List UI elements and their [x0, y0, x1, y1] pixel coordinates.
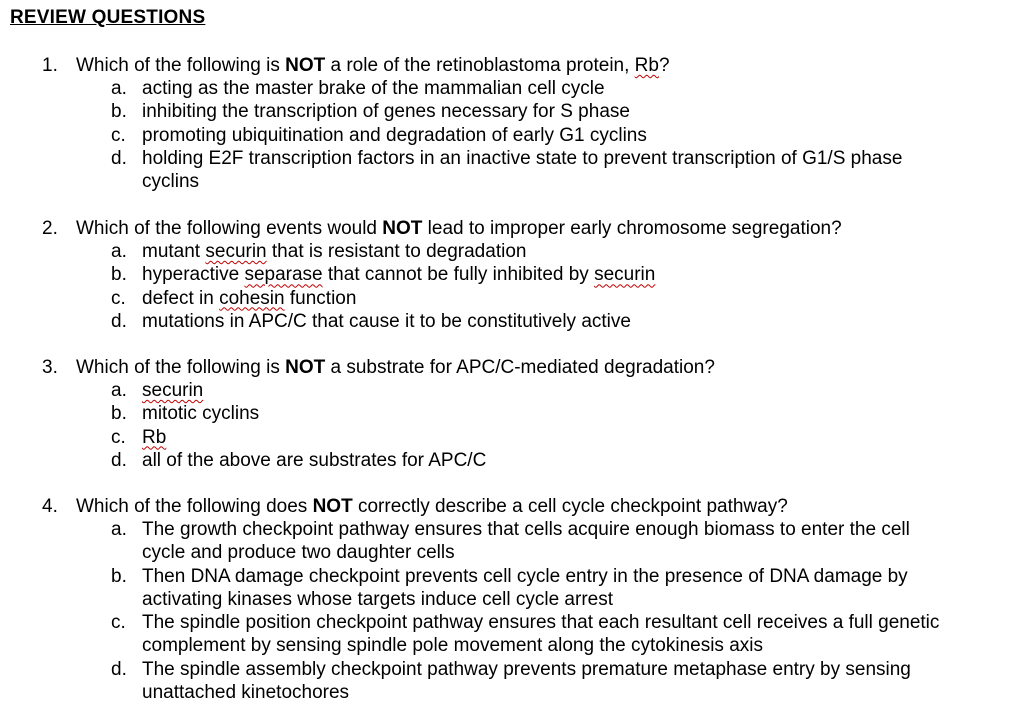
text-run: acting as the master brake of the mammalian cell cycle: [142, 78, 605, 99]
option-line: [142, 518, 1002, 541]
option-line: [142, 147, 1002, 170]
question-stem: [0, 217, 1024, 240]
option-letter: b.: [111, 264, 127, 286]
answer-option: [0, 379, 1024, 402]
text-run: lead to improper early chromosome segregation?: [422, 218, 842, 239]
text-run: a role of the retinoblastoma protein,: [325, 55, 635, 76]
answer-option: [0, 402, 1024, 425]
question-text: [76, 54, 670, 77]
text-run: complement by sensing spindle pole movement along the cytokinesis axis: [142, 635, 763, 657]
emphasis-not: NOT: [312, 496, 353, 517]
option-line: [142, 124, 1002, 147]
option-line: [142, 449, 1002, 472]
spellcheck-word: securin: [594, 264, 656, 286]
option-line: [142, 611, 1002, 634]
question-stem: [0, 54, 1024, 77]
option-text: [142, 518, 1002, 565]
question-stem: [0, 495, 1024, 518]
option-text: [142, 100, 1002, 123]
option-letter: a.: [111, 519, 127, 540]
question-3: [0, 356, 1024, 472]
option-letter: c.: [111, 612, 126, 634]
spellcheck-word: Rb: [634, 55, 659, 76]
option-text: [142, 565, 1002, 612]
option-line: [142, 77, 1002, 100]
answer-option: [0, 77, 1024, 100]
text-run: Which of the following is: [76, 55, 286, 76]
emphasis-not: NOT: [285, 55, 326, 76]
question-number: 3.: [42, 357, 58, 378]
text-run: Which of the following is: [76, 357, 286, 378]
text-run: Which of the following events would: [76, 218, 383, 239]
spellcheck-word: separase: [244, 264, 323, 286]
option-text: [142, 310, 1002, 333]
option-line: [142, 658, 1002, 681]
text-run: Then DNA damage checkpoint prevents cell cycle entry in the presence of DNA damage by: [142, 565, 908, 587]
emphasis-not: NOT: [382, 218, 423, 239]
option-line: [142, 634, 1002, 657]
option-text: [142, 449, 1002, 472]
text-run: The spindle position checkpoint pathway ensures that each resultant cell receives a full genetic: [142, 612, 940, 634]
text-run: cyclins: [142, 171, 200, 193]
option-text: [142, 611, 1002, 658]
option-letter: b.: [111, 403, 127, 425]
spellcheck-word: Rb: [142, 426, 167, 448]
answer-option: [0, 658, 1024, 705]
text-run: mitotic cyclins: [142, 403, 260, 425]
option-line: [142, 170, 1002, 193]
answer-option: [0, 611, 1024, 658]
option-text: [142, 287, 1002, 310]
text-run: a substrate for APC/C-mediated degradation?: [325, 357, 715, 378]
text-run: that cannot be fully inhibited by: [322, 264, 595, 286]
option-line: [142, 541, 1002, 564]
option-letter: c.: [111, 124, 126, 146]
option-line: [142, 565, 1002, 588]
answer-option: [0, 147, 1024, 194]
option-line: [142, 681, 1002, 704]
text-run: defect in: [142, 287, 220, 309]
option-letter: d.: [111, 658, 127, 680]
text-run: mutations in APC/C that cause it to be constitutively active: [142, 310, 631, 332]
option-line: [142, 240, 1002, 263]
answer-option: [0, 263, 1024, 286]
question-stem: [0, 356, 1024, 379]
option-letter: d.: [111, 310, 127, 332]
question-1: [0, 54, 1024, 193]
question-2: [0, 217, 1024, 333]
text-run: all of the above are substrates for APC/C: [142, 449, 487, 471]
text-run: holding E2F transcription factors in an inactive state to prevent transcription of G1/S phase: [142, 147, 903, 169]
option-letter: d.: [111, 147, 127, 169]
option-line: [142, 426, 1002, 449]
answer-option: [0, 100, 1024, 123]
option-letter: c.: [111, 287, 126, 309]
option-letter: b.: [111, 101, 127, 123]
answer-option: [0, 518, 1024, 565]
text-run: inhibiting the transcription of genes necessary for S phase: [142, 101, 630, 123]
spellcheck-word: securin: [142, 380, 204, 401]
text-run: function: [284, 287, 357, 309]
emphasis-not: NOT: [285, 357, 326, 378]
text-run: correctly describe a cell cycle checkpoint pathway?: [352, 496, 788, 517]
text-run: hyperactive: [142, 264, 245, 286]
option-letter: b.: [111, 565, 127, 587]
option-text: [142, 240, 1002, 263]
option-text: [142, 263, 1002, 286]
option-line: [142, 263, 1002, 286]
answer-option: [0, 124, 1024, 147]
answer-option: [0, 565, 1024, 612]
question-number: 2.: [42, 218, 58, 239]
answer-option: [0, 310, 1024, 333]
text-run: The growth checkpoint pathway ensures that cells acquire enough biomass to enter the cell: [142, 519, 910, 540]
text-run: mutant: [142, 241, 206, 262]
option-text: [142, 77, 1002, 100]
option-letter: a.: [111, 241, 127, 262]
option-text: [142, 402, 1002, 425]
text-run: Which of the following does: [76, 496, 313, 517]
answer-option: [0, 426, 1024, 449]
option-text: [142, 379, 1002, 402]
question-text: [76, 495, 788, 518]
text-run: promoting ubiquitination and degradation of early G1 cyclins: [142, 124, 647, 146]
option-line: [142, 402, 1002, 425]
text-run: unattached kinetochores: [142, 682, 350, 704]
option-letter: a.: [111, 78, 127, 99]
question-text: [76, 356, 715, 379]
spellcheck-word: securin: [205, 241, 267, 262]
answer-option: [0, 240, 1024, 263]
spellcheck-word: cohesin: [219, 287, 285, 309]
text-run: that is resistant to degradation: [266, 241, 527, 262]
option-line: [142, 310, 1002, 333]
option-text: [142, 658, 1002, 705]
option-text: [142, 147, 1002, 194]
page-title: REVIEW QUESTIONS: [10, 7, 206, 28]
option-line: [142, 588, 1002, 611]
question-4: [0, 495, 1024, 704]
option-text: [142, 124, 1002, 147]
option-letter: c.: [111, 426, 126, 448]
option-line: [142, 100, 1002, 123]
text-run: cycle and produce two daughter cells: [142, 542, 455, 564]
option-letter: a.: [111, 380, 127, 401]
answer-option: [0, 287, 1024, 310]
option-line: [142, 379, 1002, 402]
answer-option: [0, 449, 1024, 472]
question-number: 1.: [42, 55, 58, 76]
text-run: The spindle assembly checkpoint pathway prevents premature metaphase entry by sensing: [142, 658, 911, 680]
text-run: ?: [658, 55, 670, 76]
option-letter: d.: [111, 449, 127, 471]
option-text: [142, 426, 1002, 449]
question-text: [76, 217, 842, 240]
option-line: [142, 287, 1002, 310]
question-number: 4.: [42, 496, 58, 517]
text-run: activating kinases whose targets induce cell cycle arrest: [142, 588, 614, 610]
